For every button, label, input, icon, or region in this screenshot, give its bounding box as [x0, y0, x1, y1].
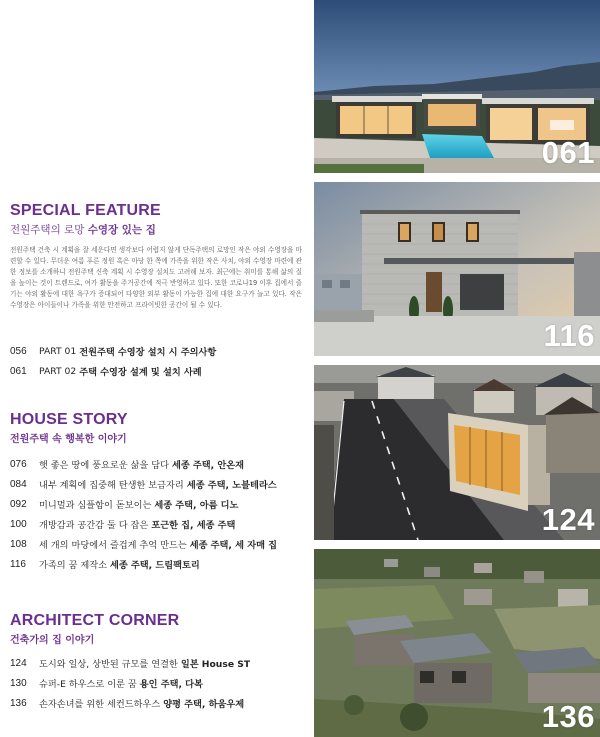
- toc-item[interactable]: [10, 673, 310, 693]
- photo-pool-house[interactable]: [314, 0, 600, 173]
- special-feature-list: [10, 341, 310, 381]
- toc-text: 도시와 일상, 상반된 규모를 연결한: [39, 659, 178, 670]
- toc-bold: 세종 주택, 아름 디노: [154, 500, 239, 511]
- toc-item[interactable]: [10, 341, 310, 361]
- toc-item[interactable]: [10, 653, 310, 673]
- toc-text: PART 02: [39, 365, 77, 377]
- toc-text: PART 01: [39, 345, 77, 357]
- toc-item[interactable]: [10, 454, 310, 474]
- toc-text: 내부 계획에 집중해 탄생한 보금자리: [39, 480, 184, 491]
- page-number: 084: [10, 478, 27, 490]
- toc-text: 햇 좋은 땅에 풍요로운 삶을 담다: [39, 460, 169, 471]
- toc-bold: 세종 주택, 드림팩토리: [109, 560, 200, 571]
- house-story-subtitle: 전원주택 속 행복한 이야기: [10, 434, 127, 445]
- toc-bold: 세종 주택, 노블테라스: [186, 480, 277, 491]
- page-number: 124: [10, 657, 27, 669]
- toc-text: 개방감과 공간감 둘 다 잡은: [39, 520, 149, 531]
- page-number-label: 124: [541, 502, 595, 537]
- toc-bold: 세종 주택, 안온재: [171, 460, 244, 471]
- special-feature-subtitle: [10, 222, 156, 237]
- special-feature-subtitle-bold: 수영장 있는 집: [87, 224, 156, 236]
- toc-text: 미니멀과 심플함이 돋보이는: [39, 500, 152, 511]
- toc-item[interactable]: [10, 474, 310, 494]
- toc-item[interactable]: [10, 693, 310, 713]
- toc-bold: 세종 주택, 세 자매 집: [189, 540, 278, 551]
- page-number-label: 061: [541, 135, 595, 170]
- toc-text: 세 개의 마당에서 즐겁게 추억 만드는: [39, 540, 187, 551]
- house-story-title: HOUSE STORY: [10, 411, 128, 428]
- toc-bold: 주택 수영장 설계 및 설치 사례: [79, 367, 202, 378]
- special-feature-title: SPECIAL FEATURE: [10, 202, 161, 219]
- toc-bold: 용인 주택, 다복: [139, 679, 203, 690]
- toc-bold: 전원주택 수영장 설치 시 주의사항: [79, 347, 217, 358]
- page-number: 116: [10, 558, 26, 570]
- toc-item[interactable]: [10, 534, 310, 554]
- photo-street-house[interactable]: [314, 365, 600, 540]
- page-number: 136: [10, 697, 27, 709]
- architect-corner-title: ARCHITECT CORNER: [10, 612, 180, 629]
- architect-corner-list: [10, 653, 310, 713]
- page-number: 130: [10, 677, 27, 689]
- photo-brick-house[interactable]: [314, 182, 600, 356]
- toc-item[interactable]: [10, 494, 310, 514]
- toc-bold: 포근한 집, 세종 주택: [151, 520, 236, 531]
- page-number: 100: [10, 518, 27, 530]
- page-number: 061: [10, 365, 27, 377]
- architect-corner-subtitle: 건축가의 집 이야기: [10, 635, 95, 646]
- page-number: 056: [10, 345, 27, 357]
- toc-bold: 일본 House ST: [180, 659, 251, 670]
- toc-bold: 양평 주택, 하움우제: [163, 699, 245, 710]
- toc-text: 슈퍼-E 하우스로 이룬 꿈: [39, 679, 137, 690]
- toc-text: 손자손녀를 위한 세컨드하우스: [39, 699, 161, 710]
- page-number-label: 116: [543, 318, 595, 353]
- toc-item[interactable]: [10, 361, 310, 381]
- page-number: 076: [10, 458, 27, 470]
- photo-stone-houses[interactable]: [314, 549, 600, 737]
- toc-text: 가족의 꿈 제작소: [39, 560, 107, 571]
- page-number: 092: [10, 498, 27, 510]
- special-feature-intro: 전원주택 건축 시 계획을 잘 세운다면 생각보다 어렵지 않게 단독주택의 로망인 작은 야외 수영장을 마련할 수 있다. 무더운 여름 푸른 정원 혹은 마당 한 쪽에 가족을 위한 작은 사치, 야외 수영장 마련에 관한 정보를 소개하니 전원주택 신축 계획 시 수영장 설치도 고려해 보자. 최근에는 취미를 통해 삶의 질을 높이는 것이 트렌드로, 여가 활동을 주거공간에 적극 반영하고 있다. 또한 코로나19 이후 집에서 즐기는 야외 활동에 대한 욕구가 증대되어 다양한 외부 활동이 가능한 집에 대한 요구가 늘고 있다. 작은 수영장은 아이들이나 가족을 위한 안전하고 프라이빗한 공간이 될 수 있다.: [10, 246, 302, 309]
- special-feature-subtitle-plain: 전원주택의 로망: [10, 224, 88, 236]
- page-number-label: 136: [541, 699, 595, 734]
- toc-item[interactable]: [10, 554, 310, 574]
- page-number: 108: [10, 538, 27, 550]
- house-story-list: [10, 454, 310, 574]
- toc-item[interactable]: [10, 514, 310, 534]
